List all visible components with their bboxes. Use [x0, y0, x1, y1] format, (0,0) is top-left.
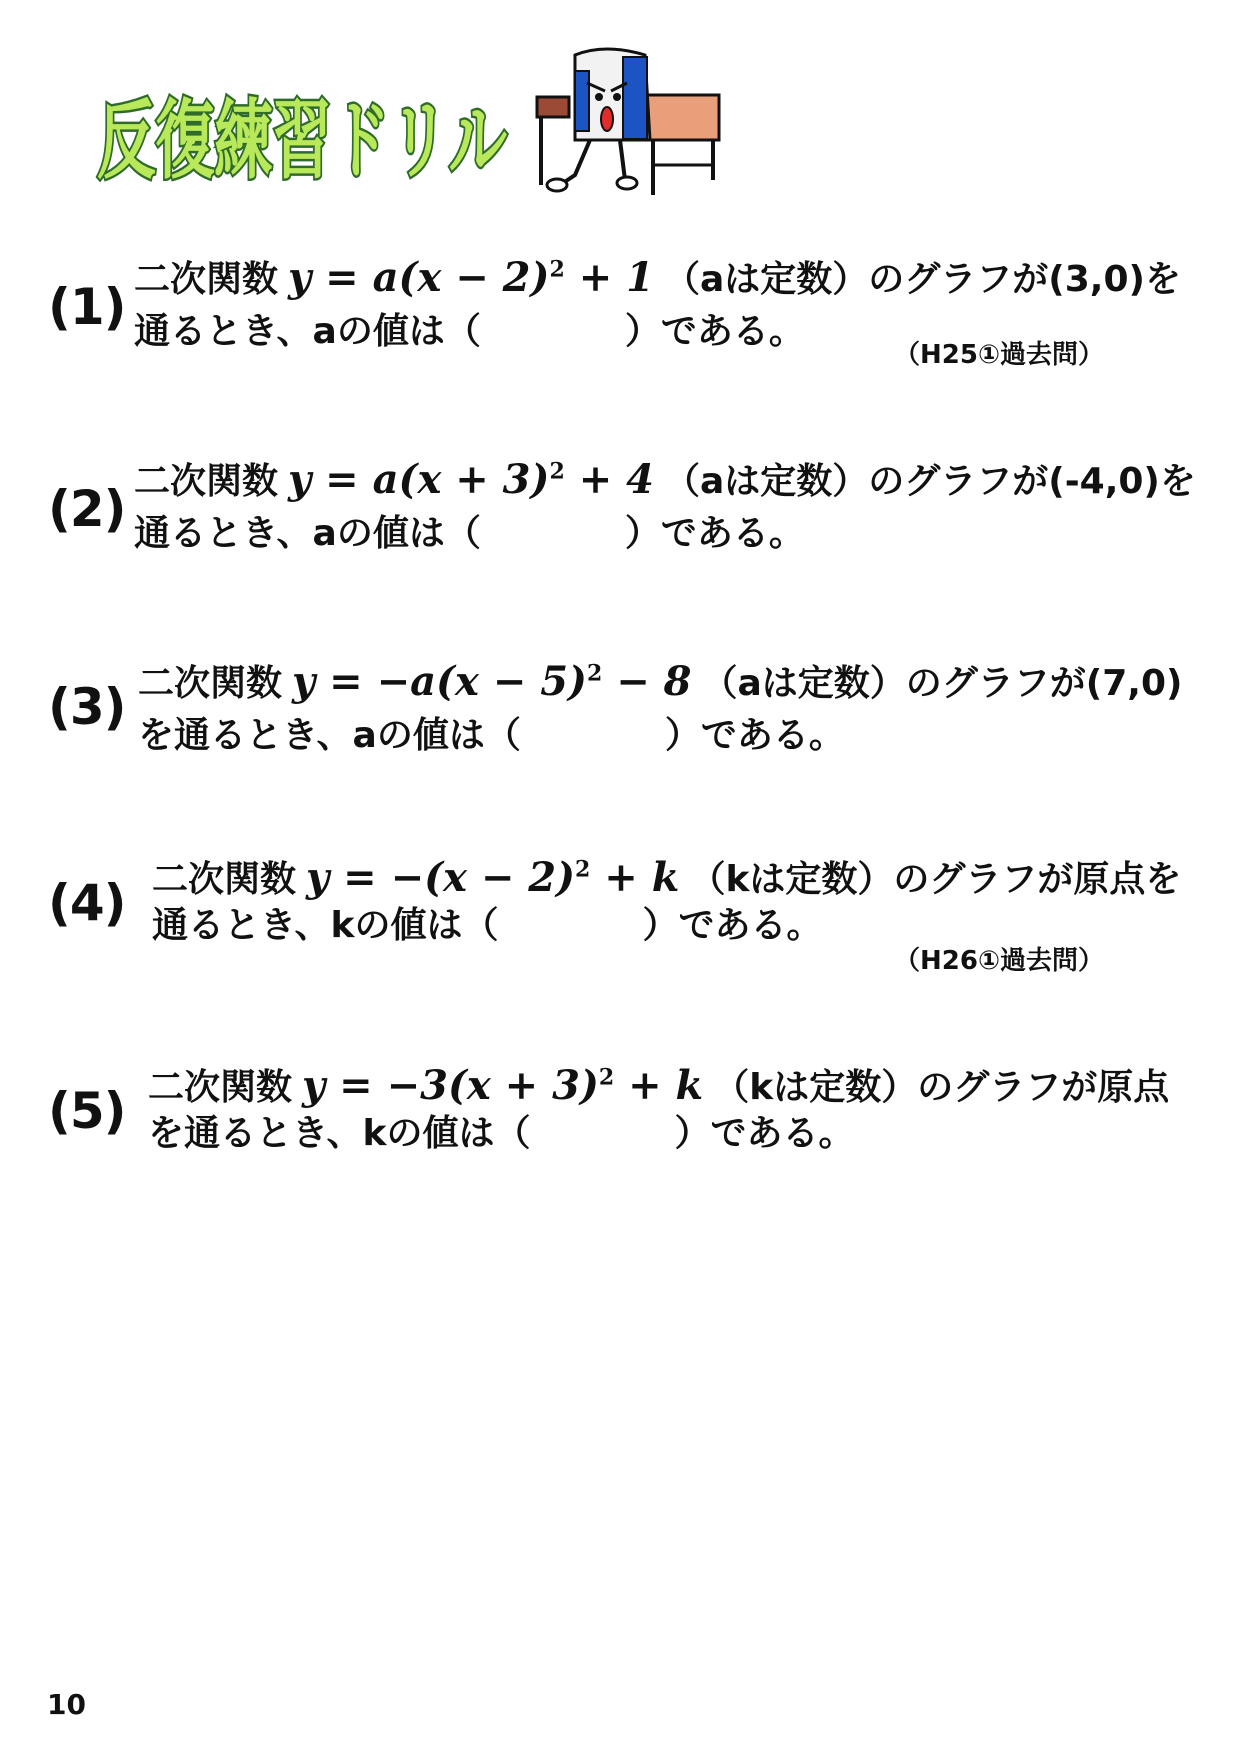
- drill-title: [95, 52, 515, 202]
- source-note: （H25①過去問）: [894, 340, 1104, 370]
- problem-line-2: 通るとき、kの値は（ ）である。: [152, 905, 823, 946]
- problem-line-1: [134, 456, 1196, 504]
- problem-prefix: 二次関数: [134, 461, 279, 502]
- problem-condition: （aは定数）のグラフが(-4,0)を: [663, 461, 1196, 502]
- drill-title-graphic: [95, 52, 515, 202]
- problem-condition: （kは定数）のグラフが原点: [713, 1067, 1170, 1108]
- problem-condition: （kは定数）のグラフが原点を: [689, 859, 1182, 900]
- problem-prefix: 二次関数: [134, 259, 279, 300]
- source-note: （H26①過去問）: [894, 946, 1104, 976]
- problem-2: [48, 452, 1198, 562]
- problem-prefix: 二次関数: [148, 1067, 293, 1108]
- equation: $y = a(x + 3)^2 + 4$: [288, 456, 654, 503]
- equation: $y = -(x - 2)^2 + k$: [306, 854, 680, 901]
- problem-line-2: 通るとき、aの値は（ ）である。: [134, 513, 805, 554]
- drill-title-text: 反復練習ドリル: [97, 91, 507, 191]
- problem-line-2: を通るとき、aの値は（ ）である。: [138, 715, 845, 756]
- problem-number: (3): [48, 678, 126, 736]
- problem-1: [48, 248, 1198, 368]
- problem-3: [48, 658, 1198, 774]
- problem-line-2: を通るとき、kの値は（ ）である。: [148, 1113, 855, 1154]
- problem-prefix: 二次関数: [152, 859, 297, 900]
- problem-line-1: [152, 854, 1181, 902]
- problem-number: (4): [48, 874, 126, 932]
- equation: $y = -3(x + 3)^2 + k$: [302, 1062, 704, 1109]
- problem-line-1: [134, 254, 1181, 302]
- problem-line-1: [138, 658, 1182, 706]
- problem-prefix: 二次関数: [138, 663, 283, 704]
- cartoon-student-at-desk-icon: [535, 45, 730, 205]
- problem-number: (2): [48, 480, 126, 538]
- problem-5: [48, 1062, 1198, 1178]
- problem-condition: （aは定数）のグラフが(3,0)を: [663, 259, 1181, 300]
- page-number: 10: [47, 1688, 86, 1721]
- problem-line-1: [148, 1062, 1169, 1110]
- problem-condition: （aは定数）のグラフが(7,0): [701, 663, 1183, 704]
- problem-number: (5): [48, 1082, 126, 1140]
- problem-4: [48, 854, 1198, 980]
- problem-number: (1): [48, 278, 126, 336]
- equation: $y = -a(x - 5)^2 - 8$: [292, 658, 692, 705]
- equation: $y = a(x - 2)^2 + 1$: [288, 254, 654, 301]
- problem-line-2: 通るとき、aの値は（ ）である。: [134, 311, 805, 352]
